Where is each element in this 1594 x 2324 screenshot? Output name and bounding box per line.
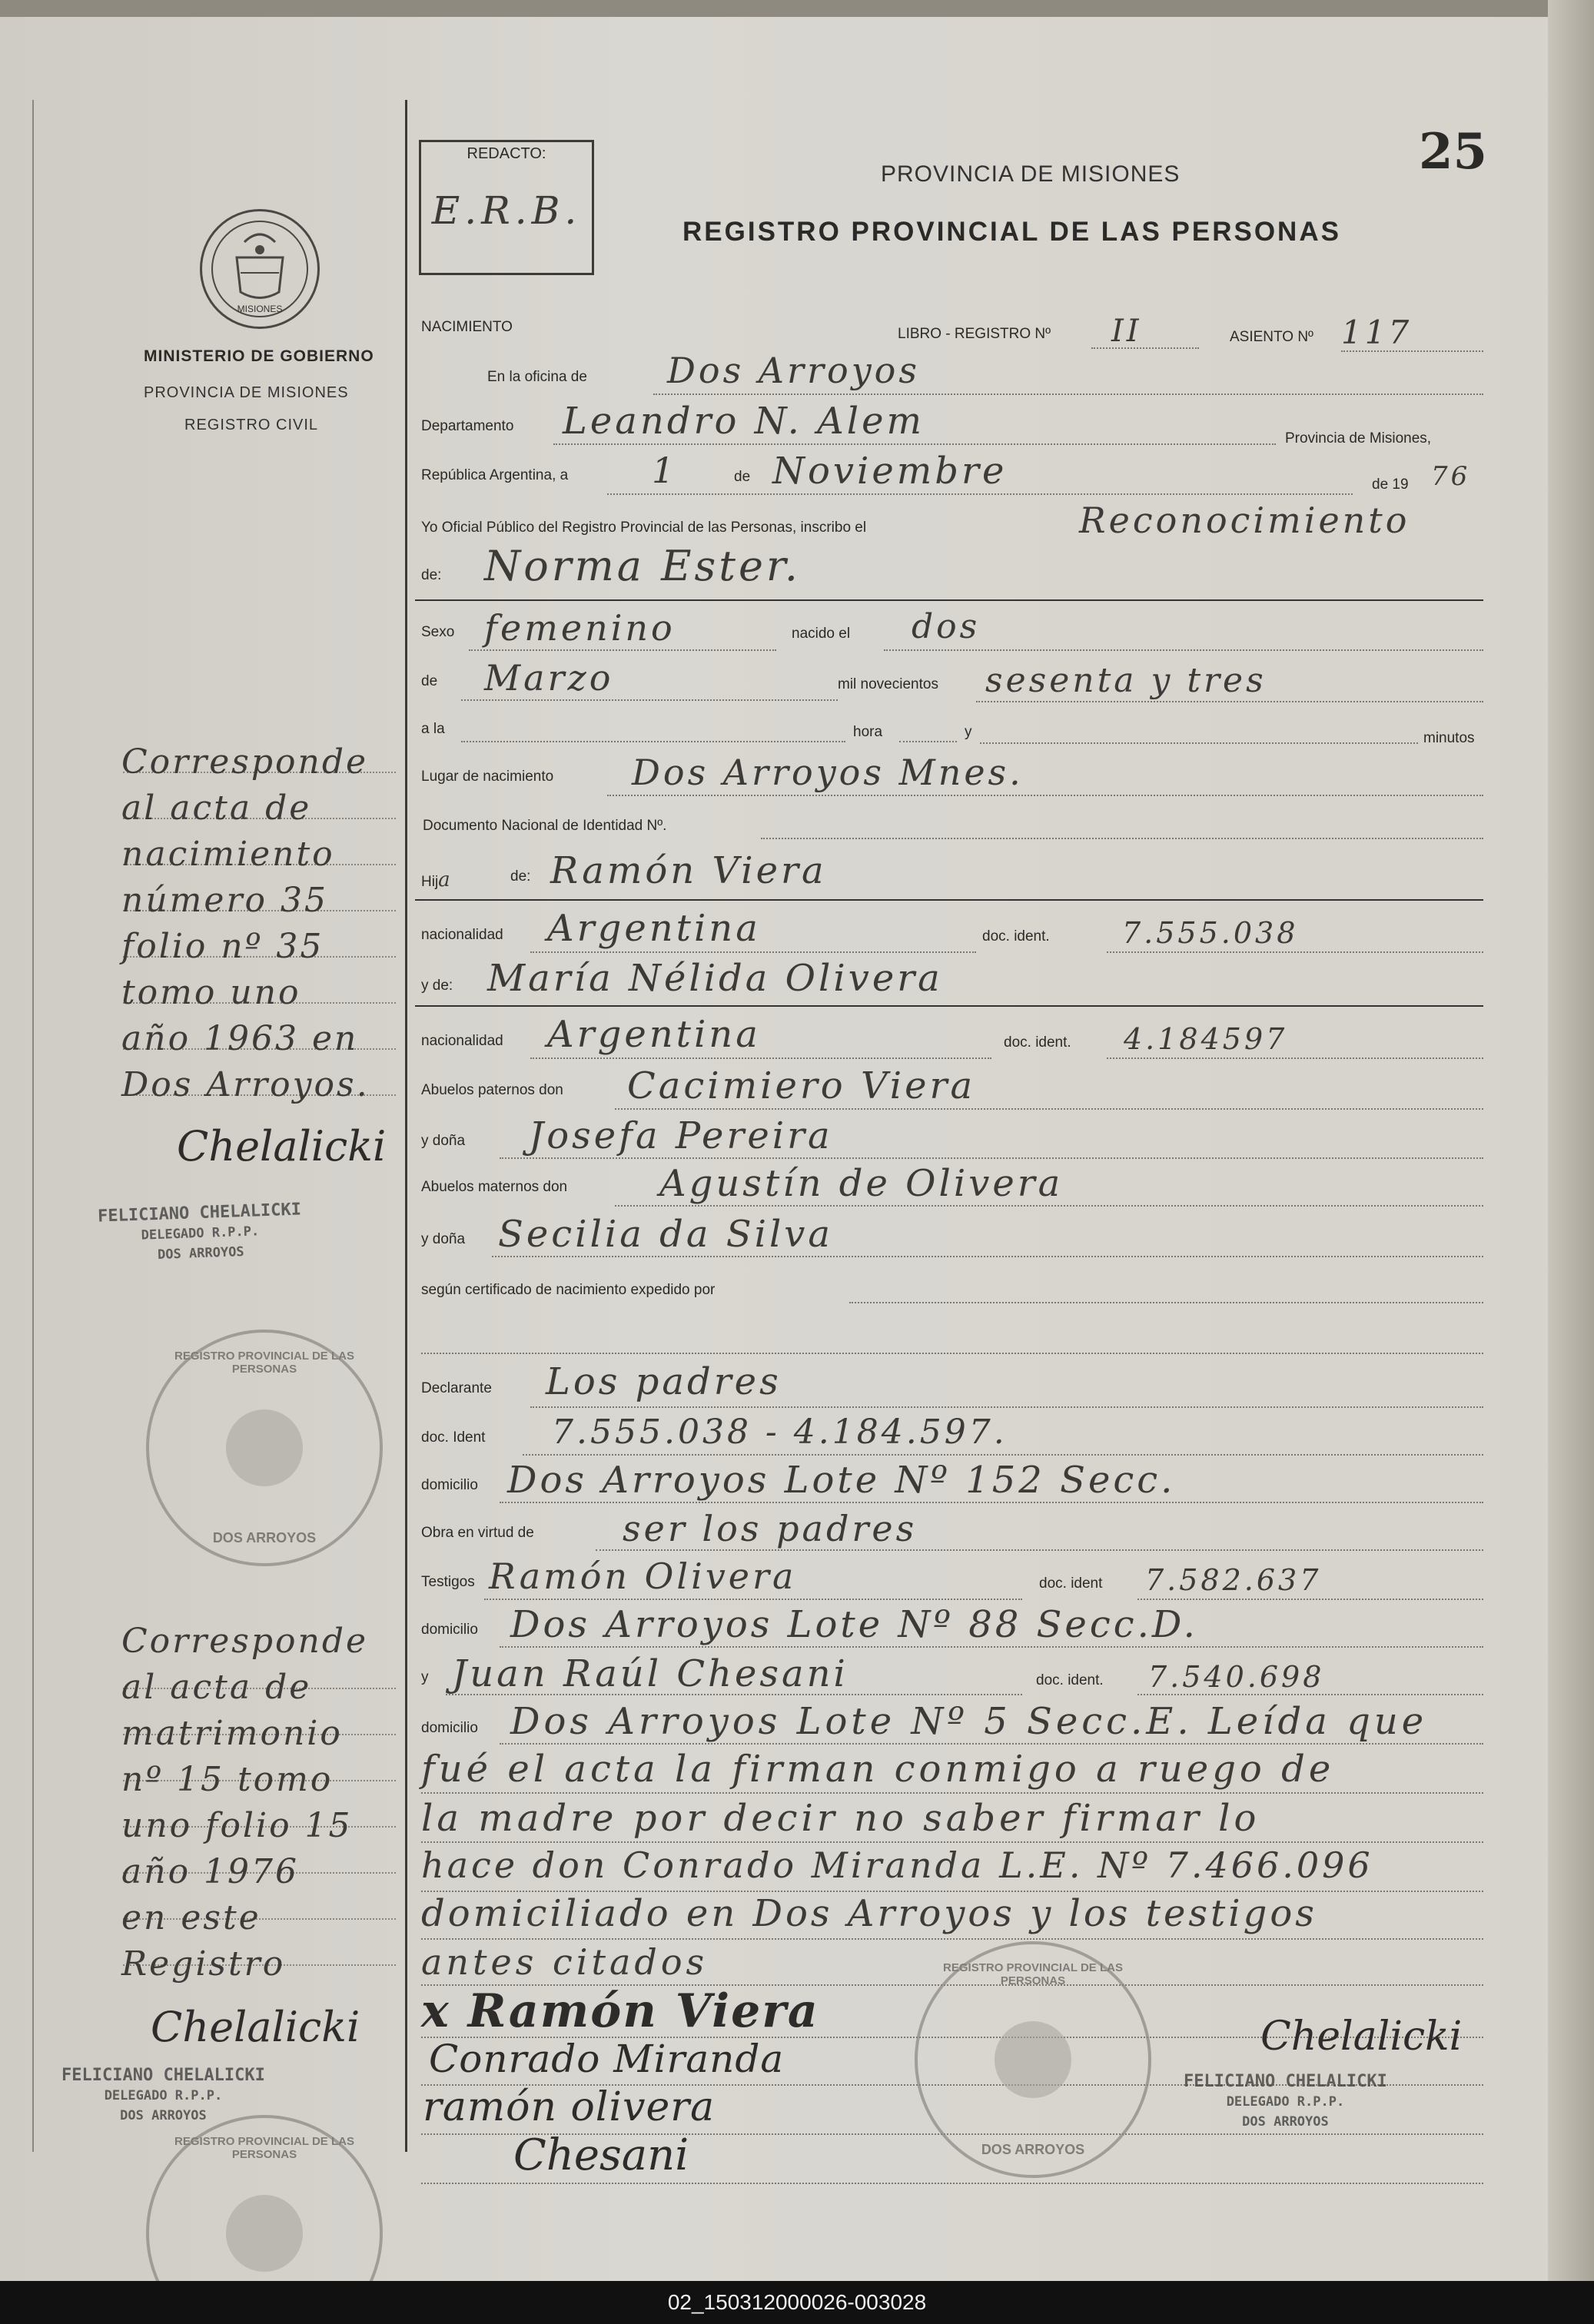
obra-value: ser los padres (623, 1508, 918, 1549)
declarante-value: Los padres (546, 1360, 782, 1403)
left-margin-line (32, 100, 34, 2152)
asiento-dots (1341, 350, 1483, 352)
margin-note-1-line: al acta de (121, 788, 312, 828)
de2-label: de: (421, 567, 442, 583)
mes-value: Noviembre (772, 450, 1008, 493)
nac1-value: Argentina (547, 907, 761, 950)
redacto-label: REDACTO: (467, 145, 546, 162)
year-prefix-label: de 19 (1372, 476, 1409, 493)
republica-label: República Argentina, a (421, 467, 569, 483)
declarante-label: Declarante (421, 1380, 492, 1396)
rule-2 (415, 899, 1483, 901)
ab-pat-dona-value: Josefa Pereira (529, 1114, 833, 1157)
delegate-stamp-2-title: DELEGADO R.P.P. (104, 2088, 223, 2103)
nacimiento-label: NACIMIENTO (421, 319, 513, 335)
domicilio2-dots (500, 1646, 1483, 1648)
ab-pat-don-dots (615, 1108, 1483, 1110)
dni-dots (761, 838, 1483, 839)
nacido-label: nacido el (792, 626, 851, 642)
a-la-dots (461, 741, 845, 742)
round-stamp-3-top: REGISTRO PROVINCIAL DE LAS PERSONAS (943, 1961, 1123, 1987)
rule-1 (415, 599, 1483, 601)
round-stamp-1-top: REGISTRO PROVINCIAL DE LAS PERSONAS (174, 1350, 354, 1376)
registry-round-stamp-3 (915, 1941, 1151, 2178)
delegate-stamp-1-name: FELICIANO CHELALICKI (97, 1200, 302, 1227)
docident-value: 7.555.038 - 4.184.597. (552, 1413, 1008, 1452)
doc4-label: doc. ident. (1036, 1672, 1104, 1688)
delegate-stamp-1-title: DELEGADO R.P.P. (141, 1223, 260, 1243)
doc3-value: 7.582.637 (1145, 1563, 1322, 1597)
departamento-dots (553, 443, 1276, 445)
oficina-label: En la oficina de (487, 369, 587, 385)
margin-note-2-line: al acta de (121, 1668, 312, 1707)
hij-label (421, 868, 450, 891)
domicilio3-dots (500, 1743, 1483, 1745)
de3-label: de (421, 673, 438, 689)
asiento-label: ASIENTO Nº (1230, 329, 1313, 345)
cont-dots-2 (421, 1841, 1483, 1843)
signature-ramon-olivera: ramón olivera (423, 2084, 716, 2130)
acto-value: Reconocimiento (1079, 500, 1410, 541)
round-stamp-3-emblem-icon (995, 2021, 1071, 2098)
dia-value: 1 (652, 450, 678, 491)
ab-pat-don-value: Cacimiero Viera (627, 1064, 976, 1107)
testigo1-value: Ramón Olivera (489, 1555, 797, 1597)
sexo-value: femenino (484, 607, 676, 649)
oficial-label: Yo Oficial Público del Registro Provincial de las Personas, inscribo el (421, 520, 867, 536)
ab-pat-label: Abuelos paternos don (421, 1082, 563, 1098)
doc3-dots (1137, 1599, 1483, 1600)
nacido-dia-value: dos (912, 607, 981, 646)
hora-label: hora (853, 724, 883, 740)
delegate-stamp-1-place: DOS ARROYOS (157, 1244, 244, 1263)
margin-divider-line (405, 100, 407, 2152)
round-stamp-1-bottom: DOS ARROYOS (212, 1530, 317, 1545)
domicilio3-label: domicilio (421, 1720, 478, 1736)
page-number: 25 (1419, 123, 1488, 181)
margin-note-1-line: número 35 (121, 881, 328, 920)
delegate-stamp-1 (98, 1200, 303, 1267)
round-stamp-3-bottom: DOS ARROYOS (981, 2142, 1085, 2157)
signature-conrado-miranda: Conrado Miranda (429, 2037, 785, 2081)
ab-mat-dona-dots (492, 1256, 1483, 1257)
margin-note-1-line: año 1963 en (121, 1019, 359, 1058)
hij-label-text: Hij (421, 874, 439, 890)
continuation-line-1: fué el acta la firman conmigo a ruego de (421, 1748, 1335, 1791)
redacto-box (419, 140, 594, 275)
ab-mat-don-dots (615, 1205, 1483, 1207)
cont-dots-4 (421, 1938, 1483, 1940)
year-value: 76 (1431, 461, 1471, 492)
doc2-value: 4.184597 (1124, 1022, 1288, 1056)
margin-note-1-line: Corresponde (121, 742, 369, 782)
margin-note-2-line: nº 15 tomo (121, 1760, 334, 1799)
docident-label: doc. Ident (421, 1429, 486, 1446)
declarante-dots (530, 1406, 1483, 1408)
sexo-dots (469, 649, 776, 651)
domicilio2-label: domicilio (421, 1622, 478, 1638)
padre-value: Ramón Viera (550, 849, 827, 892)
signature-ramon-viera: x Ramón Viera (421, 1984, 819, 2038)
mil-label: mil novecientos (838, 676, 938, 692)
ab-mat-don-value: Agustín de Olivera (659, 1162, 1064, 1205)
ministry-province: PROVINCIA DE MISIONES (144, 384, 349, 401)
page-top-edge (0, 0, 1594, 17)
domicilio2-value: Dos Arroyos Lote Nº 88 Secc.D. (510, 1603, 1198, 1646)
round-stamp-2-top: REGISTRO PROVINCIAL DE LAS PERSONAS (174, 2135, 354, 2161)
lugar-dots (607, 795, 1483, 796)
ministry-civil: REGISTRO CIVIL (184, 417, 319, 433)
continuation-line-4: domiciliado en Dos Arroyos y los testigos (421, 1892, 1317, 1935)
anio-value: sesenta y tres (985, 661, 1267, 700)
domicilio1-value: Dos Arroyos Lote Nº 152 Secc. (507, 1459, 1176, 1502)
nac1-dots (530, 951, 976, 953)
doc1-value: 7.555.038 (1122, 916, 1299, 950)
doc3-label: doc. ident (1039, 1575, 1103, 1592)
header-registry: REGISTRO PROVINCIAL DE LAS PERSONAS (682, 217, 1341, 247)
certificado-dots-2 (421, 1353, 1483, 1354)
nac1-label: nacionalidad (421, 927, 503, 943)
hora-dots (899, 741, 957, 742)
delegate-stamp-2-name: FELICIANO CHELALICKI (61, 2066, 265, 2085)
y-label: y (965, 724, 972, 740)
margin-note-2-line: año 1976 (121, 1852, 300, 1891)
delegate-stamp-2-place: DOS ARROYOS (120, 2108, 207, 2123)
domicilio1-dots (500, 1502, 1483, 1503)
margin-note-2-line: en este (121, 1898, 261, 1937)
nombre-value: Norma Ester. (484, 542, 801, 590)
lugar-label: Lugar de nacimiento (421, 769, 554, 785)
dona1-label: y doña (421, 1133, 466, 1149)
oficina-value: Dos Arroyos (667, 350, 920, 391)
registry-round-stamp-2 (146, 2115, 383, 2281)
nac2-label: nacionalidad (421, 1033, 503, 1049)
margin-note-2-line: Corresponde (121, 1622, 369, 1661)
nac2-dots (530, 1057, 991, 1059)
yde-label: y de: (421, 978, 453, 994)
hij-suffix: a (438, 868, 450, 891)
testigos-label: Testigos (421, 1574, 475, 1590)
dni-label: Documento Nacional de Identidad Nº. (423, 818, 667, 834)
de-label: de (734, 469, 751, 485)
delegate-stamp-3-name: FELICIANO CHELALICKI (1184, 2072, 1387, 2091)
margin-note-1-line: nacimiento (121, 835, 335, 874)
libro-value: II (1111, 314, 1142, 349)
margin-note-1-line: Dos Arroyos. (121, 1065, 370, 1104)
provincia-label: Provincia de Misiones, (1285, 430, 1432, 447)
margin-note-2 (121, 1618, 368, 1987)
certificado-label: según certificado de nacimiento expedido por (421, 1282, 716, 1298)
continuation-line-3: hace don Conrado Miranda L.E. Nº 7.466.096 (421, 1844, 1373, 1886)
registry-round-stamp-1 (146, 1330, 383, 1566)
image-id-footer: 02_150312000026-003028 (0, 2281, 1594, 2324)
minutos-dots (980, 742, 1418, 744)
y2-label: y (421, 1669, 429, 1685)
doc1-label: doc. ident. (982, 928, 1050, 945)
nacido-dots (884, 649, 1483, 651)
asiento-value: 117 (1341, 314, 1413, 351)
delegate-stamp-2 (61, 2066, 265, 2126)
nac2-value: Argentina (547, 1013, 761, 1056)
redacto-initials: E.R.B. (431, 188, 582, 233)
signature-chesani: Chesani (513, 2130, 689, 2180)
anio-dots (976, 701, 1483, 702)
right-signature: Chelalicki (1260, 2014, 1463, 2060)
fecha-dots (607, 493, 1353, 495)
margin-note-2-line: uno folio 15 (121, 1806, 353, 1845)
nacido-mes-dots (461, 699, 838, 701)
minutos-label: minutos (1423, 730, 1475, 746)
doc4-value: 7.540.698 (1148, 1660, 1325, 1694)
delegate-stamp-3-title: DELEGADO R.P.P. (1226, 2094, 1345, 2110)
doc4-dots (1137, 1694, 1483, 1695)
testigo1-dots (484, 1599, 1022, 1600)
sexo-label: Sexo (421, 624, 455, 640)
margin-note-1-line: folio nº 35 (121, 927, 324, 966)
margin-note-1-line: tomo uno (121, 973, 301, 1012)
de4-label: de: (510, 868, 531, 885)
sig-dots-4 (421, 2183, 1483, 2184)
coat-of-arms-seal (200, 209, 320, 329)
libro-label: LIBRO - REGISTRO Nº (898, 326, 1051, 342)
margin-signature-1: Chelalicki (177, 1122, 387, 1170)
margin-note-2-line: matrimonio (121, 1714, 343, 1753)
continuation-line-2: la madre por decir no saber firmar lo (421, 1797, 1260, 1840)
delegate-stamp-3-place: DOS ARROYOS (1242, 2114, 1329, 2130)
round-stamp-2-emblem-icon (226, 2195, 303, 2272)
ministry-name: MINISTERIO DE GOBIERNO (144, 347, 374, 365)
ab-mat-label: Abuelos maternos don (421, 1179, 568, 1195)
lugar-value: Dos Arroyos Mnes. (632, 752, 1024, 793)
cont-dots-1 (421, 1792, 1483, 1794)
testigo2-dots (446, 1694, 1022, 1695)
round-stamp-1-emblem-icon (226, 1409, 303, 1486)
docident-dots (523, 1454, 1483, 1456)
oficina-dots (653, 393, 1483, 395)
doc2-label: doc. ident. (1004, 1034, 1071, 1051)
certificado-dots (849, 1302, 1483, 1303)
departamento-label: Departamento (421, 418, 514, 434)
libro-dots (1091, 347, 1199, 349)
testigo2-value: Juan Raúl Chesani (452, 1652, 848, 1695)
seal-ribbon-text: MISIONES (237, 304, 283, 314)
departamento-value: Leandro N. Alem (563, 400, 925, 443)
obra-dots (596, 1549, 1483, 1551)
ab-mat-dona-value: Secilia da Silva (498, 1213, 834, 1256)
madre-value: María Nélida Olivera (487, 957, 943, 1000)
continuation-line-5: antes citados (421, 1941, 709, 1983)
margin-signature-2: Chelalicki (151, 2003, 360, 2051)
domicilio1-label: domicilio (421, 1477, 478, 1493)
ab-pat-dona-dots (500, 1157, 1483, 1159)
dona2-label: y doña (421, 1231, 466, 1247)
a-la-label: a la (421, 721, 445, 737)
margin-note-2-line: Registro (121, 1944, 286, 1984)
book-binding (1548, 0, 1594, 2281)
margin-note-1 (121, 739, 370, 1108)
doc2-dots (1107, 1057, 1483, 1059)
header-province: PROVINCIA DE MISIONES (881, 161, 1181, 187)
delegate-stamp-3 (1184, 2072, 1387, 2132)
domicilio3-value: Dos Arroyos Lote Nº 5 Secc.E. Leída que (510, 1700, 1428, 1743)
doc1-dots (1107, 951, 1483, 953)
rule-3 (415, 1005, 1483, 1007)
nacido-mes-value: Marzo (484, 657, 614, 699)
obra-label: Obra en virtud de (421, 1525, 534, 1541)
